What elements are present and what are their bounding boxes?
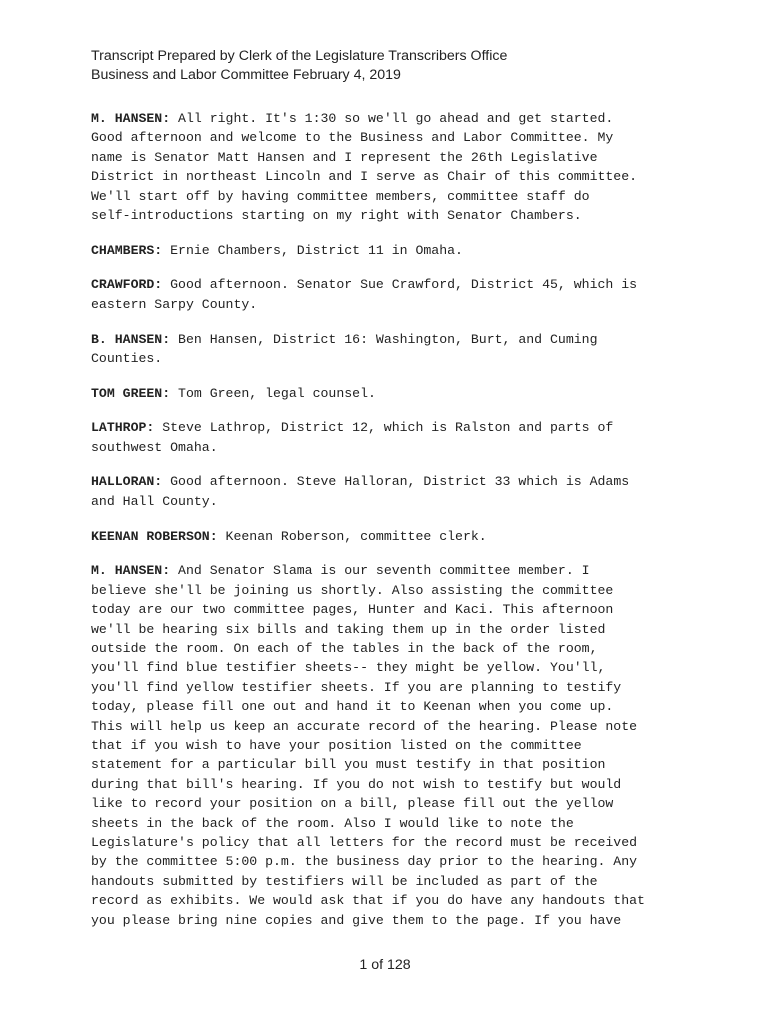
transcript-paragraph xyxy=(91,418,691,457)
speaker-name: KEENAN ROBERSON: xyxy=(91,528,218,544)
transcript-paragraph xyxy=(91,109,691,225)
transcript-line xyxy=(91,384,691,403)
speaker-name: LATHROP: xyxy=(91,420,155,436)
transcript-line xyxy=(91,128,691,147)
speaker-name: TOM GREEN: xyxy=(91,385,171,401)
spoken-text: Good afternoon and welcome to the Business and Labor Committee. My xyxy=(91,130,614,146)
transcript-line xyxy=(91,600,691,619)
speaker-name: CRAWFORD: xyxy=(91,277,163,293)
spoken-text: Counties. xyxy=(91,350,163,366)
spoken-text: and Hall County. xyxy=(91,493,218,509)
spoken-text: District in northeast Lincoln and I serve as Chair of this committee. xyxy=(91,169,638,185)
spoken-text: And Senator Slama is our seventh committee member. I xyxy=(170,563,590,579)
transcript-line xyxy=(91,891,691,910)
spoken-text: you please bring nine copies and give them to the page. If you have xyxy=(91,912,622,928)
transcript-line xyxy=(91,206,691,225)
transcript-line xyxy=(91,911,691,930)
spoken-text: that if you wish to have your position listed on the committee xyxy=(91,737,582,753)
transcript-line xyxy=(91,581,691,600)
transcript-line xyxy=(91,775,691,794)
transcript-line xyxy=(91,561,691,580)
speaker-name: B. HANSEN: xyxy=(91,331,171,347)
transcript-line xyxy=(91,794,691,813)
spoken-text: eastern Sarpy County. xyxy=(91,296,258,312)
spoken-text: today, please fill one out and hand it to Keenan when you come up. xyxy=(91,699,614,715)
transcript-body xyxy=(91,109,691,945)
page-header xyxy=(91,47,507,85)
spoken-text: Steve Lathrop, District 12, which is Ralston and parts of xyxy=(154,420,614,436)
transcript-paragraph xyxy=(91,527,691,546)
transcript-line xyxy=(91,187,691,206)
transcript-line xyxy=(91,833,691,852)
spoken-text: during that bill's hearing. If you do not wish to testify but would xyxy=(91,776,622,792)
speaker-name: HALLORAN: xyxy=(91,474,163,490)
spoken-text: All right. It's 1:30 so we'll go ahead and get started. xyxy=(170,111,614,126)
transcript-line xyxy=(91,736,691,755)
spoken-text: you'll find blue testifier sheets-- they might be yellow. You'll, xyxy=(91,660,606,676)
spoken-text: self-introductions starting on my right with Senator Chambers. xyxy=(91,208,582,224)
spoken-text: you'll find yellow testifier sheets. If you are planning to testify xyxy=(91,679,622,695)
header-title: Transcript Prepared by Clerk of the Legislature Transcribers Office xyxy=(91,48,508,64)
transcript-paragraph xyxy=(91,241,691,260)
spoken-text: we'll be hearing six bills and taking them up in the order listed xyxy=(91,621,606,637)
transcript-line xyxy=(91,678,691,697)
transcript-line xyxy=(91,620,691,639)
transcript-line xyxy=(91,109,691,128)
transcript-line xyxy=(91,330,691,349)
transcript-paragraph xyxy=(91,472,691,511)
transcript-line xyxy=(91,349,691,368)
spoken-text: by the committee 5:00 p.m. the business day prior to the hearing. Any xyxy=(91,854,638,870)
spoken-text: We'll start off by having committee members, committee staff do xyxy=(91,188,590,204)
spoken-text: believe she'll be joining us shortly. Also assisting the committee xyxy=(91,582,614,598)
transcript-line xyxy=(91,295,691,314)
spoken-text: like to record your position on a bill, please fill out the yellow xyxy=(91,796,614,812)
transcript-line xyxy=(91,438,691,457)
transcript-line xyxy=(91,755,691,774)
speaker-name: M. HANSEN: xyxy=(91,111,171,126)
transcript-line xyxy=(91,472,691,491)
transcript-line xyxy=(91,275,691,294)
spoken-text: statement for a particular bill you must testify in that position xyxy=(91,757,606,773)
transcript-line xyxy=(91,852,691,871)
spoken-text: record as exhibits. We would ask that if you do have any handouts that xyxy=(91,893,645,909)
transcript-paragraph xyxy=(91,275,691,314)
spoken-text: handouts submitted by testifiers will be included as part of the xyxy=(91,873,598,889)
spoken-text: This will help us keep an accurate record of the hearing. Please note xyxy=(91,718,638,734)
transcript-line xyxy=(91,717,691,736)
spoken-text: Tom Green, legal counsel. xyxy=(170,385,376,401)
transcript-line xyxy=(91,697,691,716)
transcript-paragraph xyxy=(91,384,691,403)
transcript-line xyxy=(91,527,691,546)
spoken-text: Ben Hansen, District 16: Washington, Burt, and Cuming xyxy=(170,331,598,347)
transcript-line xyxy=(91,872,691,891)
transcript-line xyxy=(91,418,691,437)
spoken-text: outside the room. On each of the tables in the back of the room, xyxy=(91,640,598,656)
transcript-paragraph xyxy=(91,561,691,930)
transcript-line xyxy=(91,167,691,186)
speaker-name: CHAMBERS: xyxy=(91,242,163,258)
speaker-name: M. HANSEN: xyxy=(91,563,171,579)
spoken-text: southwest Omaha. xyxy=(91,439,218,455)
transcript-line xyxy=(91,241,691,260)
spoken-text: Good afternoon. Steve Halloran, District 33 which is Adams xyxy=(162,474,630,490)
spoken-text: Keenan Roberson, committee clerk. xyxy=(217,528,487,544)
transcript-line xyxy=(91,148,691,167)
spoken-text: name is Senator Matt Hansen and I represent the 26th Legislative xyxy=(91,149,598,165)
transcript-line xyxy=(91,492,691,511)
transcript-paragraph xyxy=(91,330,691,369)
transcript-line xyxy=(91,658,691,677)
spoken-text: Ernie Chambers, District 11 in Omaha. xyxy=(162,242,463,258)
spoken-text: today are our two committee pages, Hunter and Kaci. This afternoon xyxy=(91,602,614,618)
transcript-line xyxy=(91,639,691,658)
spoken-text: Good afternoon. Senator Sue Crawford, District 45, which is xyxy=(162,277,638,293)
page-number: 1 of 128 xyxy=(359,957,411,973)
header-subtitle: Business and Labor Committee February 4, 2019 xyxy=(91,67,401,83)
spoken-text: sheets in the back of the room. Also I would like to note the xyxy=(91,815,574,831)
spoken-text: Legislature's policy that all letters for the record must be received xyxy=(91,834,638,850)
transcript-line xyxy=(91,814,691,833)
